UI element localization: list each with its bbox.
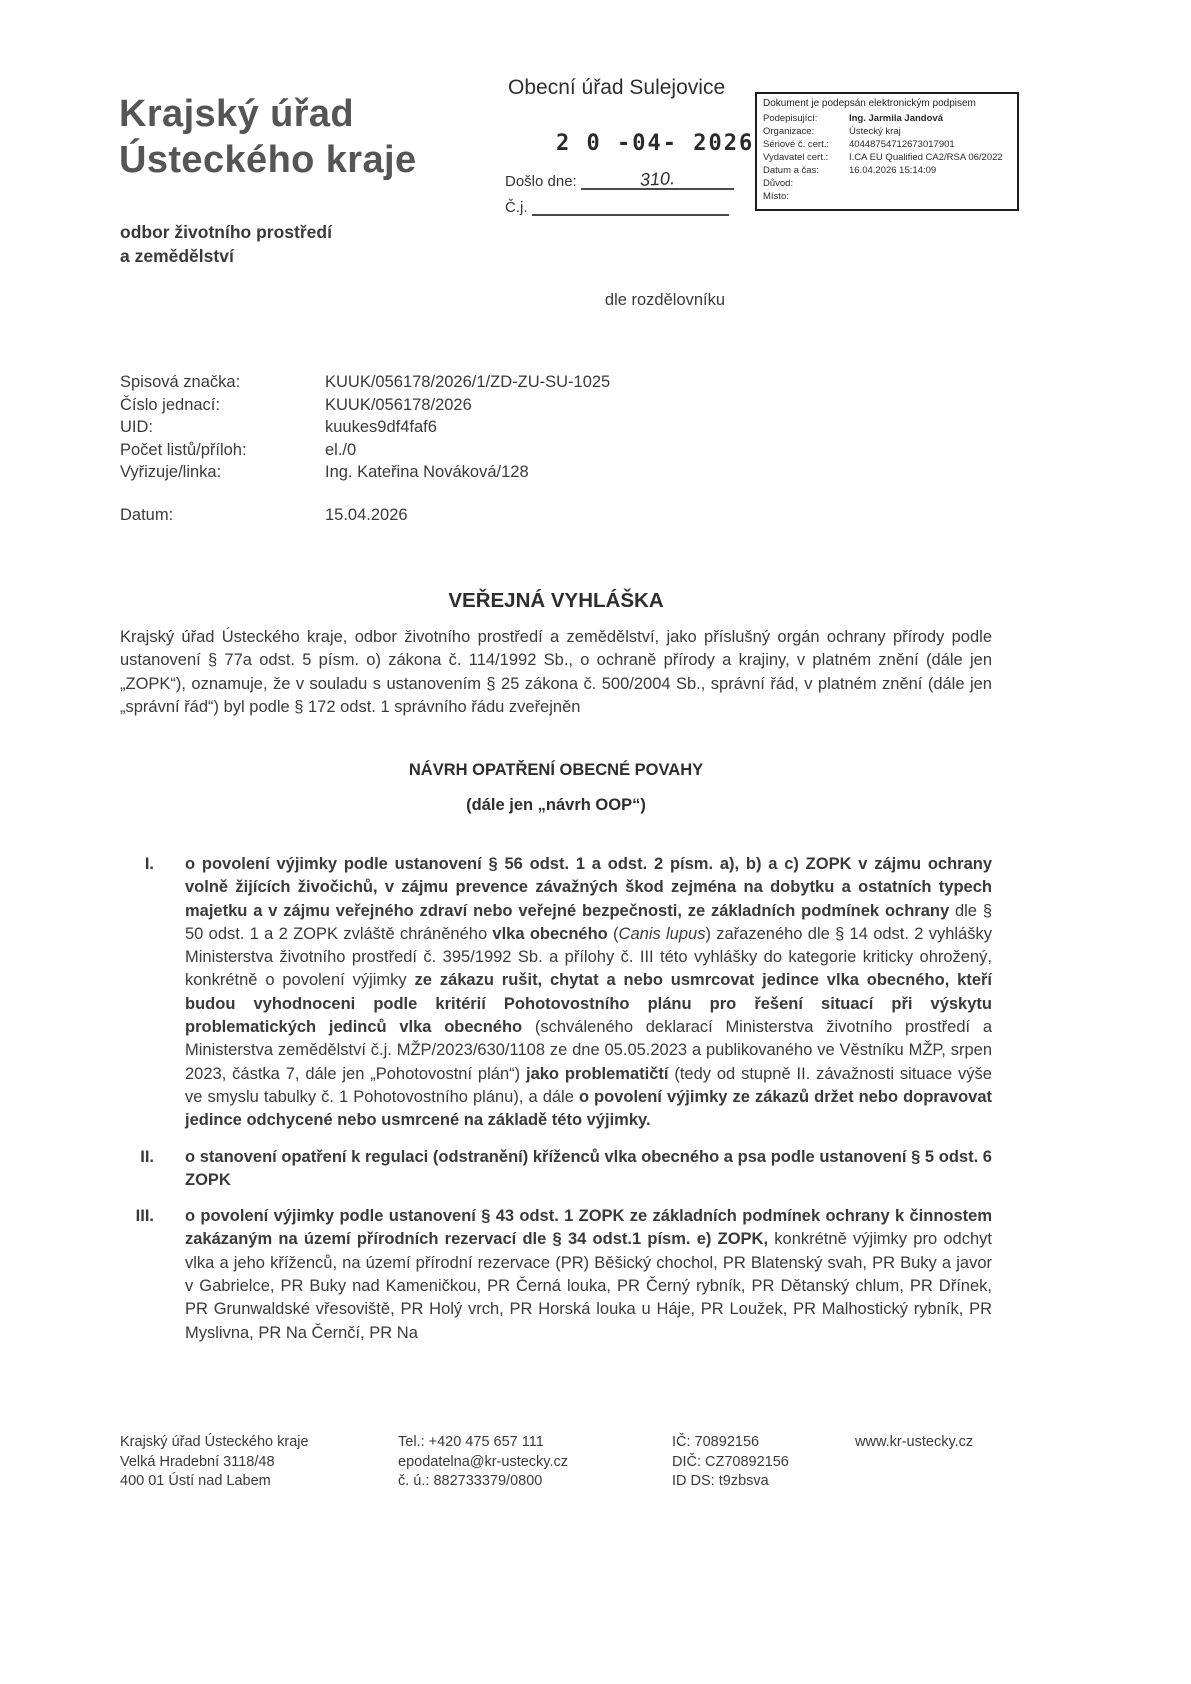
item-text: o povolení výjimky podle ustanovení § 56 odst. 1 a odst. 2 písm. a), b) a c) ZOPK v zájmu ochrany volně žijících živočichů, v zájmu prevence závažných škod zejména na dobytku a ostatních typech majetku a v zájmu veřejného zdraví nebo veřejné bezpečnosti, ze základních podmínek ochrany dle § 50 odst. 1 a 2 ZOPK zvláště chráněného vlka obecného (Canis lupus) zařazeného dle § 14 odst. 2 vyhlášky Ministerstva životního prostředí č. 395/1992 Sb. a přílohy č. III této vyhlášky do kategorie kriticky ohrožený, konkrétně o povolení výjimky ze zákazu rušit, chytat a nebo usmrcovat jedince vlka obecného, kteří budou vyhodnoceni podle kritérií Pohotovostního plánu pro řešení situací při výskytu problematických jedinců vlka obecného (schváleného deklarací Ministerstva životního prostředí a Ministerstva zemědělství č.j. MŽP/2023/630/1108 ze dne 05.05.2023 a publikovaného ve Věstníku MŽP, srpen 2023, částka 7, dále jen „Pohotovostní plán“) jako problematičtí (tedy od stupně II. závažnosti situace výše ve smyslu tabulky č. 1 Pohotovostního plánu), a dále o povolení výjimky ze zákazů držet nebo dopravovat jedince odchycené nebo usmrcené na základě této výjimky. <box>185 855 993 1130</box>
item-number: III. <box>135 1207 154 1226</box>
signature-row: Organizace: Ústecký kraj <box>763 126 901 137</box>
footer-address: Krajský úřad Ústeckého kraje Velká Hradební 3118/48 400 01 Ústí nad Labem <box>120 1434 309 1489</box>
notice-item-3 <box>120 1205 992 1345</box>
received-date-row <box>505 170 734 190</box>
notice-items <box>120 853 992 1358</box>
meta-row-pocet-listu: Počet listů/příloh: el./0 <box>120 440 357 459</box>
meta-row-datum: Datum: 15.04.2026 <box>120 506 408 524</box>
ref-number-row <box>505 196 729 216</box>
meta-row-uid: UID: kuukes9df4faf6 <box>120 418 437 437</box>
document-title: VEŘEJNÁ VYHLÁŠKA <box>448 589 664 612</box>
handwritten-number: 310. <box>639 168 676 190</box>
department-line-2: a zemědělství <box>120 245 234 266</box>
ref-number-label: Č.j. <box>505 199 528 216</box>
item-number: I. <box>144 855 154 873</box>
signature-row: Podepisující: Ing. Jarmila Jandová <box>763 113 943 124</box>
department-line-1: odbor životního prostředí <box>120 222 332 242</box>
authority-logo <box>119 92 417 183</box>
electronic-signature-box <box>755 92 1019 211</box>
signature-row: Důvod: <box>763 178 794 189</box>
notice-item-1 <box>120 853 992 1133</box>
meta-row-spisova-znacka: Spisová značka: KUUK/056178/2026/1/ZD-ZU-SU-1025 <box>120 373 611 391</box>
signature-row: Vydavatel cert.: I.CA EU Qualified CA2/RSA 06/2022 <box>763 152 1003 163</box>
item-number: II. <box>140 1147 154 1166</box>
footer-website: www.kr-ustecky.cz <box>855 1434 974 1450</box>
signature-row: Datum a čas: 16.04.2026 15:14:09 <box>763 165 937 176</box>
item-text: o povolení výjimky podle ustanovení § 43 odst. 1 ZOPK ze základních podmínek ochrany k činnostem zakázaným na území přírodních rezervací dle § 34 odst.1 písm. e) ZOPK, konkrétně výjimky pro odchyt vlka a jeho kříženců, na území přírodní rezervace (PR) Běšický chochol, PR Blatenský svah, PR Buky a javor v Gabrielce, PR Buky nad Kameničkou, PR Černá louka, PR Černý rybník, PR Dětanský chlum, PR Dřínek, PR Grunwaldské vřesoviště, PR Holý vrch, PR Horská louka u Háje, PR Loužek, PR Malhostický rybník, PR Myslivna, PR Na Černčí, PR Na <box>185 1207 992 1342</box>
received-date-line <box>581 170 734 190</box>
received-date-stamp: 2 0 -04- 2026 <box>556 131 755 156</box>
department-name <box>120 221 332 268</box>
document-meta <box>120 371 610 484</box>
item-text: o stanovení opatření k regulaci (odstranění) kříženců vlka obecného a psa podle ustanovení § 5 odst. 6 ZOPK <box>185 1147 992 1189</box>
addressee: dle rozdělovníku <box>604 291 726 309</box>
meta-row-vyrizuje: Vyřizuje/linka: Ing. Kateřina Nováková/128 <box>120 463 529 482</box>
notice-subheading: (dále jen „návrh OOP“) <box>466 796 646 814</box>
received-date-label: Došlo dne: <box>505 173 577 190</box>
footer-ids: IČ: 70892156 DIČ: CZ70892156 ID DS: t9zbsva <box>672 1434 789 1489</box>
meta-row-cislo-jednaci: Číslo jednací: KUUK/056178/2026 <box>120 395 472 414</box>
ref-number-line <box>532 196 729 216</box>
footer-contact: Tel.: +420 475 657 111 epodatelna@kr-ustecky.cz č. ú.: 882733379/0800 <box>398 1434 568 1489</box>
logo-line-1: Krajský úřad <box>119 93 355 135</box>
intro-paragraph: Krajský úřad Ústeckého kraje, odbor životního prostředí a zemědělství, jako příslušný orgán ochrany přírody podle ustanovení § 77a odst. 5 písm. o) zákona č. 114/1992 Sb., o ochraně přírody a krajiny, v platném znění (dále jen „ZOPK“), oznamuje, že v souladu s ustanovením § 25 zákona č. 500/2004 Sb., správní řád, v platném znění (dále jen „správní řád“) byl podle § 172 odst. 1 správního řádu zveřejněn <box>120 628 992 716</box>
footer-email: epodatelna@kr-ustecky.cz <box>398 1453 568 1470</box>
signature-row: Místo: <box>763 191 789 202</box>
receiving-office-stamp: Obecní úřad Sulejovice <box>508 76 726 99</box>
notice-item-2 <box>120 1146 992 1193</box>
notice-heading: NÁVRH OPATŘENÍ OBECNÉ POVAHY <box>408 761 704 779</box>
signature-box-title: Dokument je podepsán elektronickým podpisem <box>763 98 976 109</box>
signature-row: Sériové č. cert.: 40448754712673017901 <box>763 139 955 150</box>
logo-line-2: Ústeckého kraje <box>119 138 417 181</box>
